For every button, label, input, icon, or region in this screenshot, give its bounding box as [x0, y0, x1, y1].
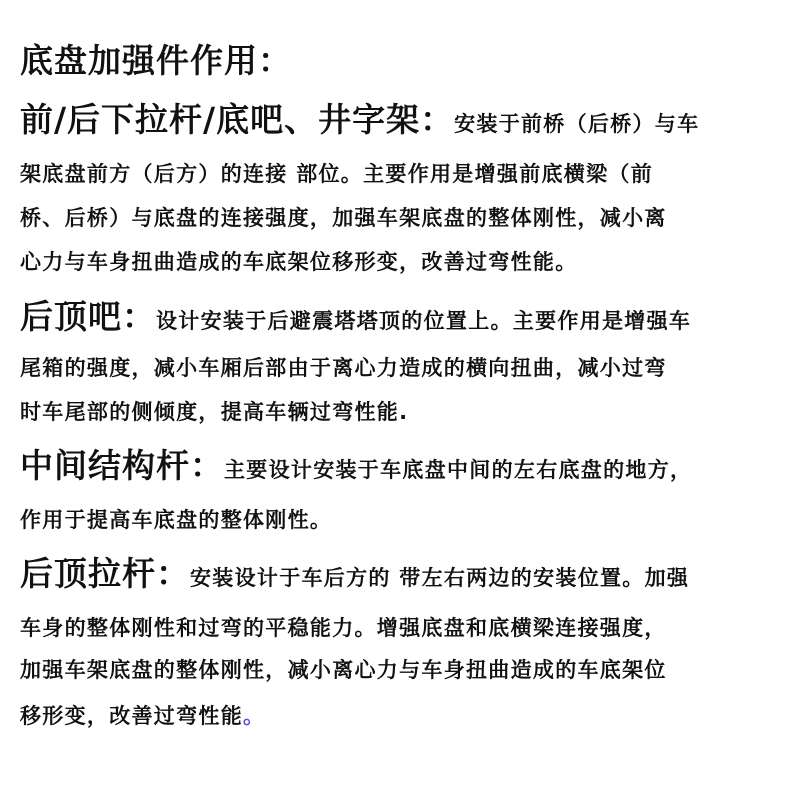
section-2-text-1: 设计安装于后避震塔塔顶的位置上。主要作用是增强车	[156, 309, 692, 333]
page-title: 底盘加强件作用：	[20, 41, 292, 80]
section-3-heading: 中间结构杆：	[20, 446, 224, 485]
end-mark: 。	[243, 704, 266, 728]
section-1-text-3: 桥、后桥）与底盘的连接强度，加强车架底盘的整体刚性，减小离	[20, 206, 667, 230]
section-4-heading: 后顶拉杆：	[20, 554, 190, 593]
section-1-text-1: 安装于前桥（后桥）与车	[454, 112, 700, 136]
section-2-text-2: 尾箱的强度，减小车厢后部由于离心力造成的横向扭曲，减小过弯	[20, 356, 667, 380]
section-2-first-line	[20, 295, 691, 339]
section-1-text-4: 心力与车身扭曲造成的车底架位移形变，改善过弯性能。	[20, 250, 578, 274]
section-3-text-2: 作用于提高车底盘的整体刚性。	[20, 508, 333, 532]
section-1-text-2: 架底盘前方（后方）的连接 部位。主要作用是增强前底横梁（前	[20, 162, 654, 186]
section-1-heading: 前/后下拉杆/底吧、井字架：	[20, 100, 455, 139]
section-3-first-line	[20, 444, 692, 488]
section-4-text-3: 加强车架底盘的整体刚性，减小离心力与车身扭曲造成的车底架位	[20, 658, 667, 682]
section-4-text-4-body: 移形变，改善过弯性能	[20, 704, 243, 728]
section-1-first-line	[20, 98, 699, 142]
section-4-text-4	[20, 694, 265, 738]
section-3-text-1: 主要设计安装于车底盘中间的左右底盘的地方，	[224, 458, 693, 482]
section-4-first-line	[20, 552, 689, 596]
section-2-heading: 后顶吧：	[20, 297, 156, 336]
section-2-text-3: 时车尾部的侧倾度，提高车辆过弯性能.	[20, 400, 409, 424]
section-4-text-2: 车身的整体刚性和过弯的平稳能力。增强底盘和底横梁连接强度，	[20, 616, 667, 640]
section-4-text-1: 安装设计于车后方的 带左右两边的安装位置。加强	[190, 566, 690, 590]
